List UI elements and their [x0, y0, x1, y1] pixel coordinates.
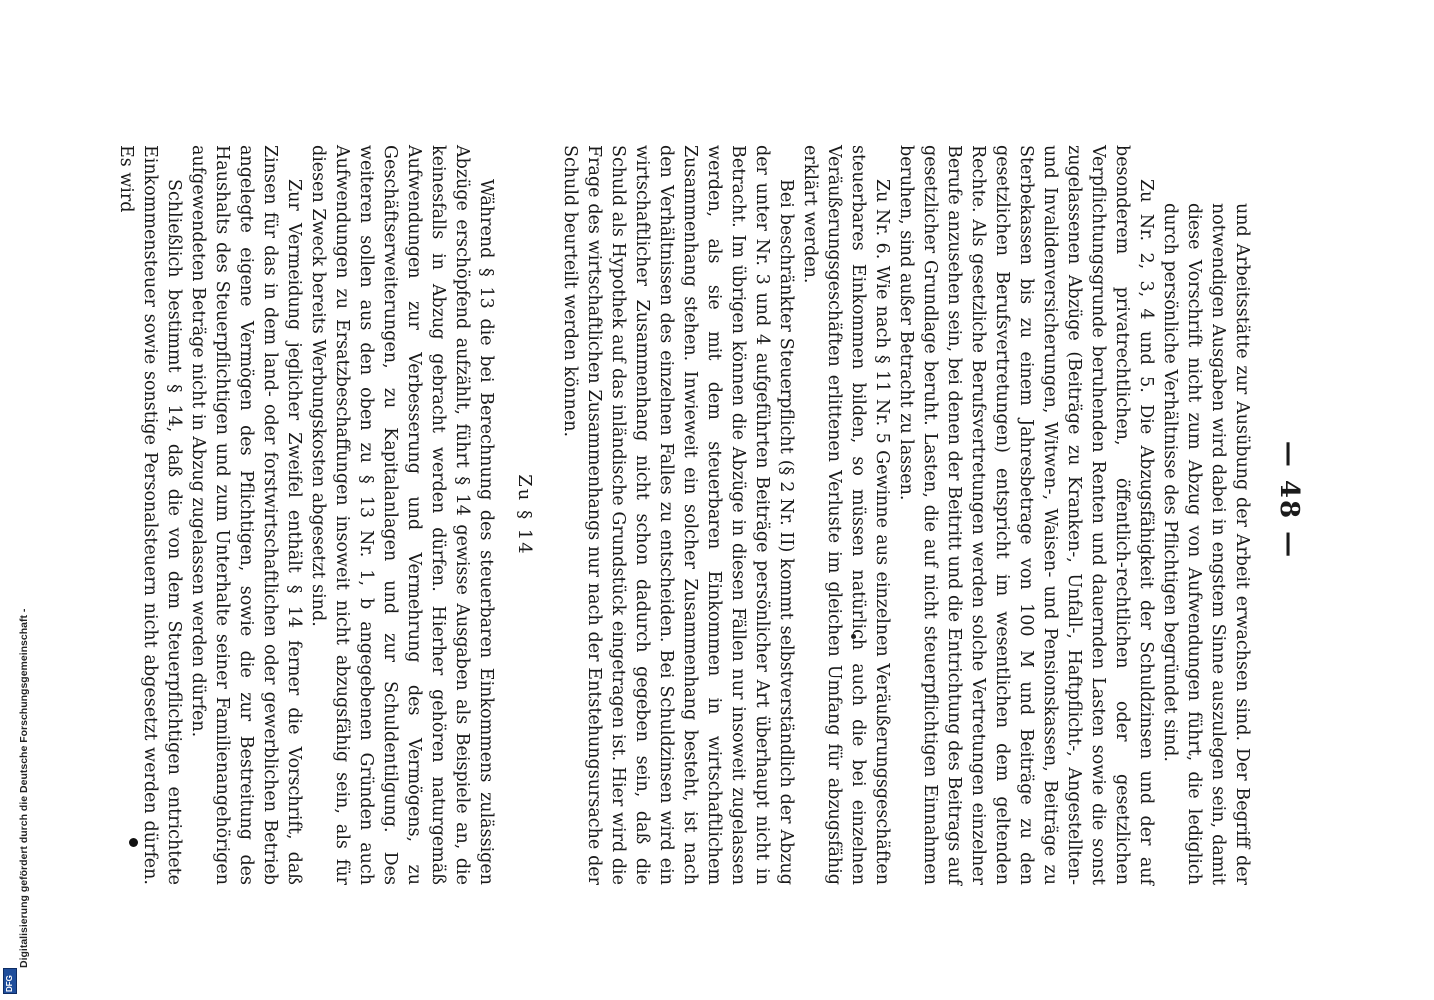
paragraph-limited-tax-liability: Bei beschränkter Steuerpflicht (§ 2 Nr. II) kommt selbstverständlich der Abzug der unter Nr. 3 und 4 aufgeführten Beiträge persönlicher Art überhaupt nicht in Betracht. Im übrigen können die Abzüge in diesen Fällen nur insoweit zugelassen werden, als sie mit dem steuerbaren Einkommen in wirtschaftlichem Zusammenhang stehen. Inwieweit ein solcher Zusammenhang besteht, ist nach den Verhältnissen des einzelnen Falles zu entscheiden. Bei Schuldzinsen wird ein wirtschaftlicher Zusammenhang nicht schon dadurch gegeben sein, daß die Schuld als Hypothek auf das inländische Grundstück eingetragen ist. Hier wird die Frage des wirtschaftlichen Zusammenhangs nur nach der Entstehungsursache der Schuld beurteilt werden können.: [560, 145, 796, 885]
ink-mark: [129, 838, 138, 847]
dfg-logo: [3, 968, 17, 994]
dfg-logo-text: DFG: [5, 975, 14, 992]
funding-credit: Digitalisierung gefördert durch die Deutsche Forschungsgemeinschaft -: [18, 608, 30, 968]
paragraph-nr-6: Zu Nr. 6. Wie nach § 11 Nr. 5 Gewinne aus einzelnen Veräußerungsgeschäften steuerbares Einkommen bilden, so müssen natürlich auch die bei einzelnen Veräußerungsgeschäften erlittenen Verluste im gleichen Umfang für abzugsfähig erklärt werden.: [800, 145, 892, 885]
paragraph-section-14-taxes: Schließlich bestimmt § 14, daß die von dem Steuerpflichtigen entrichtete Einkommensteuer sowie sonstige Personalsteuern nicht abgesetzt werden dürfen. Es wird: [116, 145, 184, 885]
paragraph-nr-2-5: Zu Nr. 2, 3, 4 und 5. Die Abzugsfähigkeit der Schuldzinsen und der auf besonderem privatrechtlichen, öffentlich-rechtlichen oder gesetzlichen Verpflichtungsgrunde beruhenden Renten und dauernden Lasten sowie die sonst zugelassenen Abzüge (Beiträge zu Kranken-, Unfall-, Haftpflicht-, Angestellten- und Invalidenversicherungen, Witwen-, Waisen- und Pensionskassen, Beiträge zu Sterbekassen bis zu einem Jahresbetrage von 100 M und Beiträge zu den gesetzlichen Berufsvertretungen) entspricht im wesentlichen dem geltenden Rechte. Als gesetzliche Berufsvertretungen werden solche Vertretungen einzelner Berufe anzusehen sein, bei denen der Beitritt und die Entrichtung des Beitrags auf gesetzlicher Grundlage beruht. Lasten, die auf nicht steuerpflichtigen Einnahmen beruhen, sind außer Betracht zu lassen.: [896, 145, 1156, 885]
paragraph-section-14-interest: Zur Vermeidung jeglicher Zweifel enthält § 14 ferner die Vorschrift, daß Zinsen für das in dem land- oder forstwirtschaftlichen oder gewerblichen Betrieb angelegte eigene Vermögen des Pflichtigen, sowie die zur Bestreitung des Haushalts des Steuerpflichtigen und zum Unterhalte seiner Familienangehörigen aufgewendeten Beträge nicht in Abzug zugelassen werden dürfen.: [188, 145, 304, 885]
page-body: [114, 145, 1254, 885]
paragraph-continuation: und Arbeitsstätte zur Ausübung der Arbeit erwachsen sind. Der Begriff der notwendigen Ausgaben wird dabei in engstem Sinne auszulegen sein, damit diese Vorschrift nicht zum Abzug von Aufwendungen führt, die lediglich durch persönliche Verhältnisse des Pflichtigen begründet sind.: [1160, 203, 1252, 885]
section-heading: Zu § 14: [514, 474, 535, 556]
paragraph-section-14-intro: Während § 13 die bei Berechnung des steuerbaren Einkommens zulässigen Abzüge erschöpfend aufzählt, führt § 14 gewisse Ausgaben als Beispiele an, die keinesfalls in Abzug gebracht werden dürfen. Hierher gehören naturgemäß Aufwendungen zur Verbesserung und Vermehrung des Vermögens, zu Geschäftserweiterungen, zu Kapitalanlagen und zur Schuldentilgung. Des weiteren sollen aus den oben zu § 13 Nr. 1, b angegebenen Gründen auch Aufwendungen zu Ersatzbeschaffungen insoweit nicht abzugsfähig sein, als für diesen Zweck bereits Werbungskosten abgesetzt sind.: [308, 145, 496, 885]
page-number: — 48 —: [1274, 440, 1304, 560]
digitization-sidebar: [0, 0, 30, 1000]
